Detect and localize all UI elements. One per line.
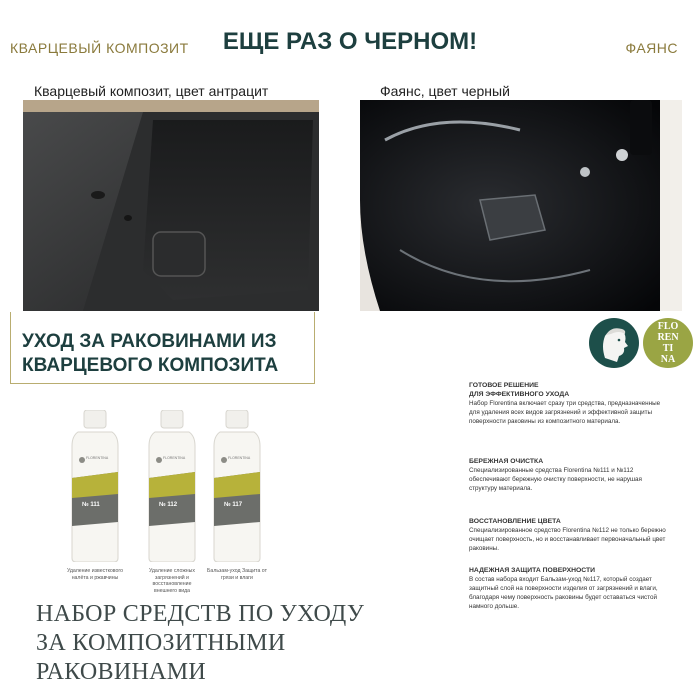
info-heading: БЕРЕЖНАЯ ОЧИСТКА [469,458,544,465]
bottle-number: № 117 [224,502,243,508]
info-text: Специализированное средство Florentina №112 не только бережно очищает поверхность, но и восстанавливает первоначальный цвет раковины. [469,527,666,552]
info-text: Специализированные средства Florentina №111 и №112 обеспечивают бережную очистку поверхности, не нарушая структуру материала. [469,467,642,492]
info-block-ready-solution [469,381,669,426]
logo-letters: NA [660,354,676,365]
bottle-number: № 111 [82,502,100,508]
bottom-title-line: ЗА КОМПОЗИТНЫМИ [36,630,286,656]
product-bottle-117 [206,410,268,581]
photo-caption-quartz: Кварцевый композит, цвет антрацит [34,83,269,99]
care-section-title [22,330,322,378]
care-title-line: УХОД ЗА РАКОВИНАМИ ИЗ [22,331,277,352]
logo-letters: FLO [657,321,679,332]
bottom-title [36,600,364,687]
photo-quartz-sink [23,100,319,311]
info-block-gentle-cleaning [469,457,669,493]
bottom-title-line: РАКОВИНАМИ [36,659,207,685]
photo-caption-faience: Фаянс, цвет черный [380,83,510,99]
info-heading: ГОТОВОЕ РЕШЕНИЕ [469,382,539,389]
info-heading: ВОССТАНОВЛЕНИЕ ЦВЕТА [469,518,561,525]
bottle-brand: FLORENTINA [86,456,109,460]
bottle-brand: FLORENTINA [163,456,186,460]
section-label-faience: ФАЯНС [625,40,678,56]
bottom-title-line: НАБОР СРЕДСТВ ПО УХОДУ [36,601,365,627]
page-title: ЕЩЕ РАЗ О ЧЕРНОМ! [222,28,478,55]
product-caption: Удаление сложных загрязнений и восстановление внешнего вида [149,568,195,594]
care-title-line: КВАРЦЕВОГО КОМПОЗИТА [22,355,279,376]
logo-letters: REN [657,332,679,343]
info-text: Набор Florentina включает сразу три средства, предназначенные для удаления всех видов загрязнений и эффективной защиты поверхности раковины из композитного материала. [469,400,661,425]
product-caption: Удаление известкового налёта и ржавчины [66,568,124,581]
info-heading: ДЛЯ ЭФФЕКТИВНОГО УХОДА [469,391,570,398]
product-bottle-112 [141,410,203,594]
logo-letters: TI [662,343,674,354]
product-bottle-111 [64,410,126,581]
brand-head-logo-icon [589,318,639,368]
product-caption: Бальзам-уход Защита от грязи и влаги [207,568,267,581]
info-text: В состав набора входит Бальзам-уход №117, который создает защитный слой на поверхности изделия от загрязнений и влаги, благодаря чему поверхность раковины будет оставаться чистой намного дольше. [469,576,658,610]
info-block-surface-protection [469,566,669,611]
info-heading: НАДЕЖНАЯ ЗАЩИТА ПОВЕРХНОСТИ [469,567,596,574]
bottle-number: № 112 [159,502,178,508]
florentina-logo-icon [643,318,693,368]
bottle-brand: FLORENTINA [228,456,251,460]
section-label-quartz: КВАРЦЕВЫЙ КОМПОЗИТ [10,40,189,56]
info-block-color-restore [469,517,669,553]
photo-faience-sink [360,100,682,311]
